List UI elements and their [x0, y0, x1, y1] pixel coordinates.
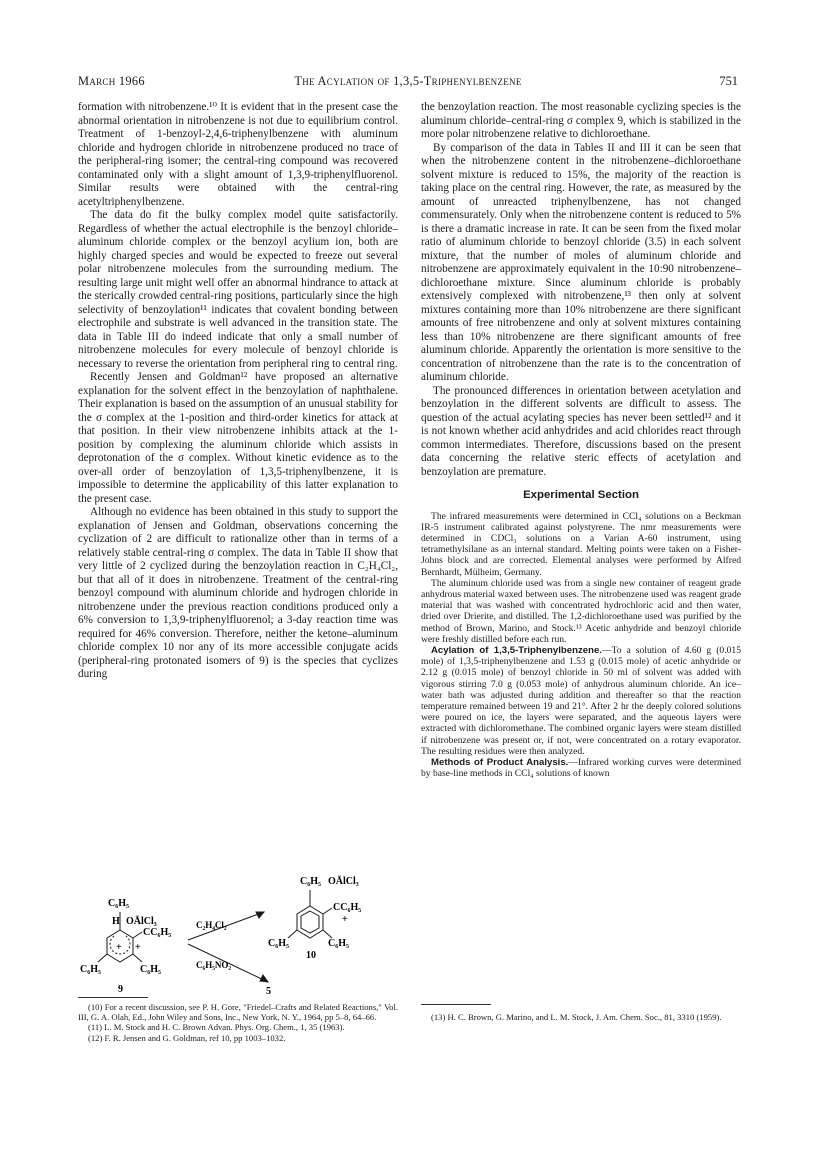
- label: OĀlCl₃: [328, 876, 359, 887]
- running-header: [78, 74, 738, 90]
- experimental-body: [421, 511, 741, 780]
- label: +: [342, 914, 348, 925]
- inner-ring: [301, 911, 319, 933]
- compound-number: 5: [266, 986, 271, 994]
- left-column: [78, 101, 398, 682]
- label: CC₆H₅: [333, 902, 362, 913]
- label: C₆H₅: [268, 938, 289, 949]
- reaction-scheme: [78, 872, 398, 994]
- label: H: [112, 916, 120, 927]
- arrowhead: [256, 912, 264, 918]
- paragraph: Although no evidence has been obtained in this study to support the explanation of Jensen and Goldman, observations concerning the cyclization of 2 are difficult to rationalize other than in terms of a relatively stable central-ring σ complex. The data in Table II show that very little of 2 cyclized during the benzoylation reaction in C₂H₄Cl₂, but that all of it does in nitrobenzene. Treatment of the central-ring benzoyl compound with aluminum chloride and hydrogen chloride in nitrobenzene under the previous reaction conditions produced only a 6% conversion to 1,3,9-triphenylfluorenol; a 3-day reaction time was required for 46% conversion. Therefore, neither the ketone–aluminum chloride complex 10 nor any of its more accessible conjugate acids (peripheral-ring protonated isomers of 9) is the species that cyclizes during: [78, 506, 398, 680]
- header-date: March 1966: [78, 74, 145, 88]
- arrowhead: [260, 975, 268, 982]
- footnote: (13) H. C. Brown, G. Marino, and L. M. Stock, J. Am. Chem. Soc., 81, 3310 (1959).: [431, 1012, 722, 1022]
- bond: [323, 908, 332, 914]
- label: CC₆H₅: [143, 927, 172, 938]
- paragraph: formation with nitrobenzene.¹⁰ It is evident that in the present case the abnormal orientation in nitrobenzene is not due to equilibrium control. Treatment of 1-benzoyl-2,4,6-triphenylbenzene with aluminum chloride and hydrogen chloride in nitrobenzene produced no trace of the peripheral-ring isomer; the central-ring compound was recovered contaminated only with a slight amount of 1,3,9-triphenylfluorenol. Similar results were obtained with the central-ring acetyltriphenylbenzene.: [78, 101, 398, 208]
- paragraph: [421, 757, 741, 779]
- footnotes-left: [78, 1002, 398, 1043]
- label: C₆H₅: [300, 876, 321, 887]
- label: C₆H₅: [108, 898, 129, 909]
- section-title: Experimental Section: [523, 489, 639, 501]
- label: C₆H₅: [80, 964, 101, 975]
- bond: [323, 930, 332, 938]
- footnote: (10) For a recent discussion, see P. H. Gore, "Friedel–Crafts and Related Reactions," Vol. III, G. A. Olah, Ed., John Wiley and Sons, Inc., New York, N. Y., 1964, pp 5–8, 64–66.: [78, 1002, 398, 1023]
- page-number: 751: [719, 74, 738, 88]
- paragraph: Recently Jensen and Goldman¹² have proposed an alternative explanation for the solvent effect in the benzoylation of naphthalene. Their explanation is based on the assumption of an unusual stability for the σ complex at the 1-position and third-order kinetics for attack at that position. In their view nitrobenzene inhibits attack at the 1-position by complexing the aluminum chloride which assists in deprotonation of the σ complex. Without kinetic evidence as to the over-all order of benzoylation of 1,3,5-triphenylbenzene, it is impossible to determine the applicability of this latter explanation to the present case.: [78, 371, 398, 505]
- label: C₆H₅: [140, 964, 161, 975]
- label: C₆H₅: [328, 938, 349, 949]
- paragraph: [421, 645, 741, 757]
- paragraph: By comparison of the data in Tables II and III it can be seen that when the nitrobenzene content in the nitrobenzene–dichloroethane solvent mixture is reduced to 15%, the majority of the reaction is taking place on the central ring. However, the rate, as measured by the amount of unreacted triphenylbenzene, has not changed commensurately. Only when the nitrobenzene content is reduced to 5% is there a dramatic increase in rate. It can be seen from the fixed molar ratio of aluminum chloride to benzoyl chloride (3.5) in each solvent mixture, that the number of moles of aluminum chloride and nitrobenzene are approximately equivalent in the 10:90 nitrobenzene–dichloroethane mixture. Since aluminum chloride is probably extensively complexed with nitrobenzene,¹³ then only at solvent mixtures containing more than 10% nitrobenzene are there significant amounts of free nitrobenzene and only at solvent mixtures containing less than 10% nitrobenzene are there significant amounts of free aluminum chloride. Apparently the orientation is more sensitive to the concentration of nitrobenzene than the rate is to the concentration of aluminum chloride.: [421, 141, 741, 383]
- footnote-rule: [78, 997, 148, 998]
- paragraph-text: —Infrared working curves were determined by base-line methods in CCl₄ solutions of known: [421, 756, 741, 780]
- footnotes-right: [421, 1012, 741, 1022]
- label: +: [116, 942, 122, 953]
- run-in-heading: Methods of Product Analysis.: [431, 756, 569, 768]
- footnote-rule: [421, 1004, 491, 1005]
- footnote: (12) F. R. Jensen and G. Goldman, ref 10, pp 1003–1032.: [88, 1032, 286, 1043]
- right-column: [421, 101, 741, 779]
- paragraph: The pronounced differences in orientation between acetylation and benzoylation in the different solvents are difficult to assess. The question of the actual acylating species has never been settled¹² and it is not known whether acid anhydrides and acid chlorides react through common intermediates. Therefore, discussions based on the present data concerning the relative steric effects of acetylation and benzoylation are premature.: [421, 384, 741, 478]
- run-in-heading: Acylation of 1,3,5-Triphenylbenzene.: [431, 644, 602, 656]
- compound-number: 9: [118, 984, 123, 994]
- paragraph: the benzoylation reaction. The most reasonable cyclizing species is the aluminum chloride–central-ring σ complex 9, which is stabilized in the more polar nitrobenzene relative to dichloroethane.: [421, 101, 741, 140]
- label: +: [135, 942, 141, 953]
- bond: [133, 932, 142, 938]
- header-title: The Acylation of 1,3,5-Triphenylbenzene: [294, 74, 522, 88]
- paragraph: The infrared measurements were determined in CCl₄ solutions on a Beckman IR-5 instrument calibrated against polystyrene. The nmr measurements were determined in CDCl₃ solutions on a Varian A-60 instrument, using tetramethylsilane as an internal standard. Melting points were taken on a Fisher-Johns block and are corrected. Elemental analyses were performed by Alfred Bernhardt, Mülheim, Germany.: [421, 510, 741, 578]
- structure-10: [288, 890, 332, 938]
- reagent-label: C₂H₄Cl₂: [196, 920, 227, 930]
- bond: [98, 954, 107, 962]
- label: OĀlCl₃: [126, 916, 157, 927]
- reagent-label: C₆H₅NO₂: [196, 960, 232, 970]
- compound-number: 10: [306, 950, 316, 961]
- paragraph-text: —To a solution of 4.60 g (0.015 mole) of 1,3,5-triphenylbenzene and 1.53 g (0.015 mole) of acetic anhydride or 2.12 g (0.015 mole) of benzoyl chloride in 50 ml of solvent was added with vigorous stirring 7.0 g (0.053 mole) of anhydrous aluminum chloride. An ice–water bath was adjusted during addition and thereafter so that the reaction temperature remained between 19 and 21°. After 2 hr the deeply colored solutions were poured on ice, the layers were separated, and the aqueous layers were extracted with dichloromethane. The combined organic layers were steam distilled if nitrobenzene was present or, if not, were concentrated on a rotary evaporator. The resulting residues were then analyzed.: [421, 644, 741, 757]
- footnote: (11) L. M. Stock and H. C. Brown Advan. Phys. Org. Chem., 1, 35 (1963).: [88, 1022, 345, 1033]
- bond: [133, 954, 142, 962]
- paragraph: The aluminum chloride used was from a single new container of reagent grade anhydrous material waxed between uses. The nitrobenzene used was reagent grade material that was washed with concentrated hydrochloric acid and then water, dried over Drierite, and distilled. The 1,2-dichloroethane used was purified by the method of Brown, Marino, and Stock.¹³ Acetic anhydride and benzoyl chloride were freshly distilled before each run.: [421, 577, 741, 645]
- bond: [288, 930, 297, 938]
- paragraph: The data do fit the bulky complex model quite satisfactorily. Regardless of whether the actual electrophile is the benzoyl chloride–aluminum chloride complex or the benzoyl acylium ion, both are highly charged species and would be expected to freeze out several polar nitrobenzene molecules from the surrounding medium. The resulting large unit might well offer an abnormal hindrance to attack at the sterically crowded central-ring positions, particularly since the high selectivity of benzoylation¹¹ indicates that covalent bonding between electrophile and substrate is well advanced in the transition state. The data in Table III do indeed indicate that only a small number of nitrobenzene molecules for every molecule of benzoyl chloride is necessary to reverse the orientation from peripheral ring to central ring.: [78, 209, 398, 370]
